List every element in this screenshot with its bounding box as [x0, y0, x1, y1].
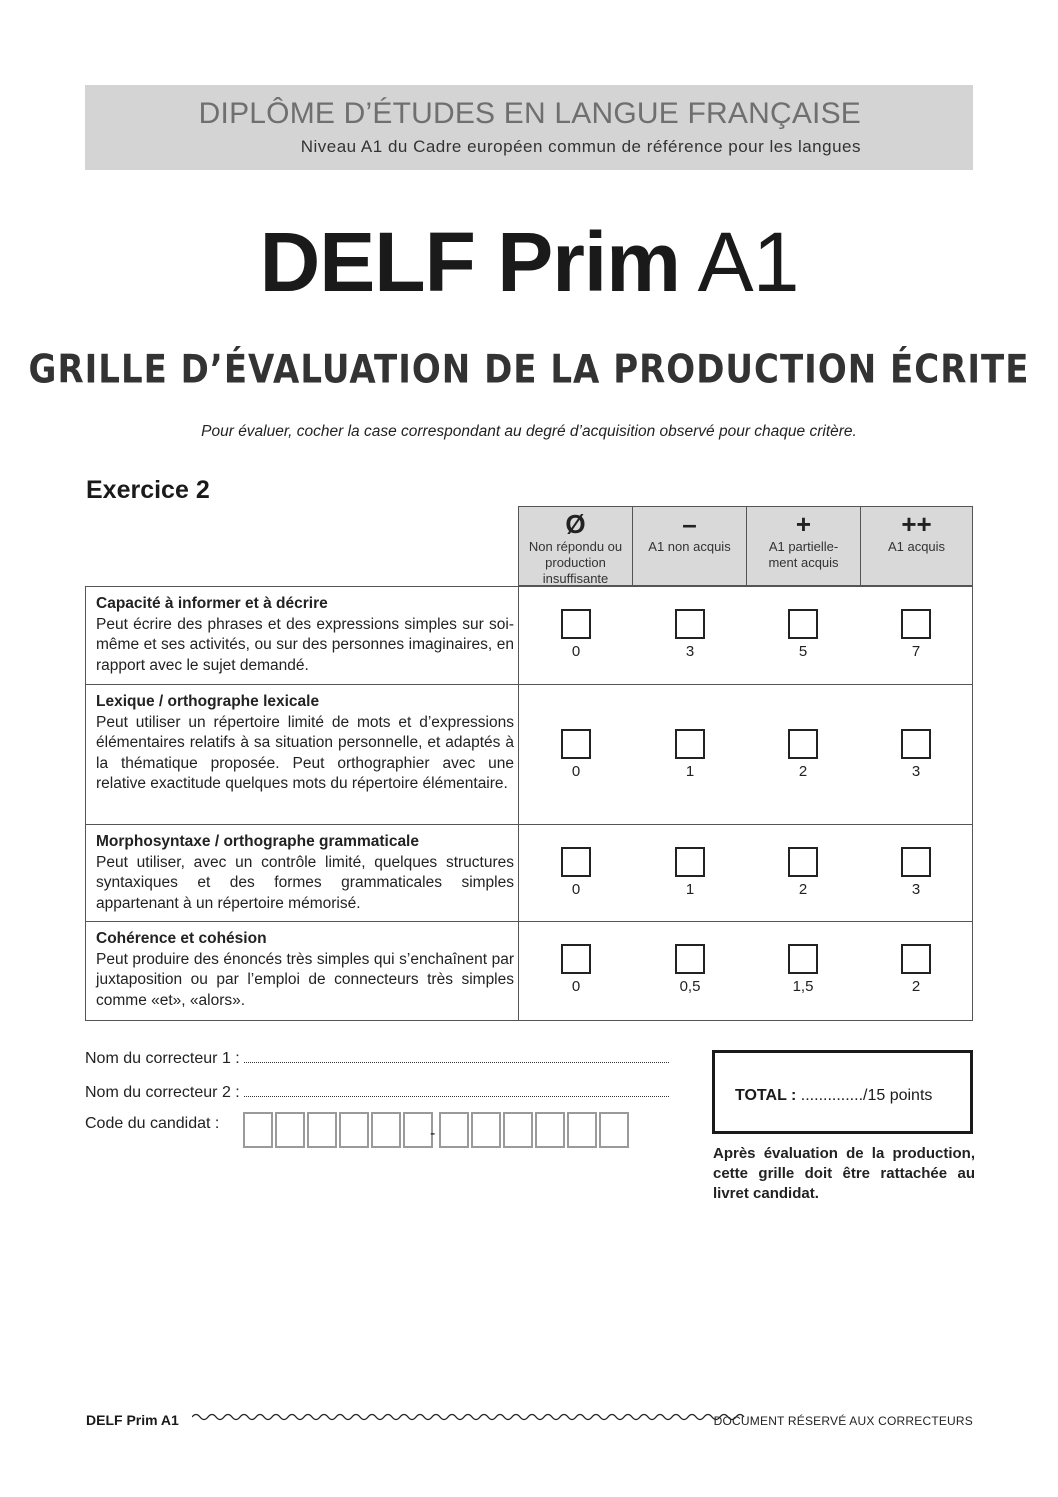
criterion-title: Capacité à informer et à décrire: [96, 595, 328, 612]
score-option[interactable]: [546, 944, 606, 995]
empty-set-symbol: Ø: [565, 509, 586, 539]
exercise-heading: Exercice 2: [86, 476, 210, 504]
score-option[interactable]: [660, 847, 720, 898]
score-value: 0: [571, 881, 581, 898]
score-option[interactable]: [660, 944, 720, 995]
score-option[interactable]: [773, 847, 833, 898]
level-label: Non répondu ou production insuffisante: [528, 539, 623, 586]
criterion-row: [85, 921, 973, 1021]
score-value: 1: [685, 763, 695, 780]
diploma-title: DIPLÔME D’ÉTUDES EN LANGUE FRANÇAISE: [198, 97, 861, 130]
total-label: TOTAL :: [735, 1087, 797, 1104]
level-header-0: [518, 506, 633, 586]
divider: [518, 922, 519, 1020]
total-box: [712, 1050, 973, 1134]
code-separator: -: [430, 1125, 436, 1142]
code-cell[interactable]: [471, 1112, 501, 1148]
title-level: A1: [697, 215, 799, 309]
score-option[interactable]: [546, 609, 606, 660]
score-value: 0: [571, 643, 581, 660]
score-value: 1,5: [792, 978, 814, 995]
corrector-2-field[interactable]: [244, 1084, 669, 1097]
criterion-title: Morphosyntaxe / orthographe grammaticale: [96, 833, 419, 850]
score-value: 3: [685, 643, 695, 660]
level-label: A1 non acquis: [648, 539, 731, 554]
divider: [518, 587, 519, 684]
code-cell[interactable]: [403, 1112, 436, 1148]
level-label: A1 acquis: [887, 539, 946, 554]
code-cell[interactable]: [307, 1112, 337, 1148]
criterion-title: Cohérence et cohésion: [96, 930, 267, 947]
corrector-1-label: Nom du correcteur 1 :: [85, 1050, 240, 1067]
instruction: Pour évaluer, cocher la case correspondant au degré d’acquisition observé pour chaque critère.: [201, 423, 857, 440]
criterion-row: [85, 586, 973, 685]
divider: [518, 685, 519, 824]
score-option[interactable]: [886, 847, 946, 898]
double-plus-symbol: ++: [901, 509, 932, 539]
checkbox[interactable]: [788, 847, 818, 877]
score-option[interactable]: [773, 729, 833, 780]
score-value: 0: [571, 763, 581, 780]
minus-symbol: –: [682, 509, 697, 539]
code-cell[interactable]: [503, 1112, 533, 1148]
checkbox[interactable]: [675, 944, 705, 974]
level-header-2: [746, 506, 861, 586]
criterion-row: [85, 824, 973, 922]
level-header-3: [860, 506, 973, 586]
score-value: 0: [571, 978, 581, 995]
score-value: 3: [911, 763, 921, 780]
criterion-text: Peut utiliser un répertoire limité de mots et d’expressions élémentaires relatifs à sa situation personnelle, et adaptés à la thématique proposée. Peut orthographier avec une relative exactitude quelques mots du répertoire élémentaire.: [96, 713, 514, 792]
after-evaluation-note: Après évaluation de la production, cette grille doit être rattachée au livret candidat.: [713, 1145, 975, 1202]
total-line: [735, 1087, 932, 1105]
checkbox[interactable]: [901, 944, 931, 974]
score-value: 0,5: [679, 978, 701, 995]
code-cell[interactable]: [535, 1112, 565, 1148]
score-option[interactable]: [886, 729, 946, 780]
score-value: 5: [798, 643, 808, 660]
page-title: [0, 214, 1058, 311]
checkbox[interactable]: [561, 609, 591, 639]
score-value: 1: [685, 881, 695, 898]
code-cell[interactable]: [599, 1112, 629, 1148]
checkbox[interactable]: [675, 729, 705, 759]
title-bold: DELF Prim: [259, 215, 680, 309]
checkbox[interactable]: [788, 609, 818, 639]
criterion-description: [96, 929, 514, 1011]
checkbox[interactable]: [901, 609, 931, 639]
score-option[interactable]: [546, 847, 606, 898]
checkbox[interactable]: [901, 729, 931, 759]
criterion-title: Lexique / orthographe lexicale: [96, 693, 320, 710]
checkbox[interactable]: [675, 847, 705, 877]
checkbox[interactable]: [901, 847, 931, 877]
corrector-1-line: [85, 1050, 669, 1068]
checkbox[interactable]: [788, 944, 818, 974]
plus-symbol: +: [795, 509, 812, 539]
code-cell[interactable]: [371, 1112, 401, 1148]
grid-title: GRILLE D’ÉVALUATION DE LA PRODUCTION ÉCRITE: [28, 347, 1030, 393]
criterion-description: [96, 692, 514, 795]
checkbox[interactable]: [561, 729, 591, 759]
score-option[interactable]: [773, 609, 833, 660]
score-value: 3: [911, 881, 921, 898]
wavy-divider: [192, 1410, 748, 1424]
checkbox[interactable]: [561, 944, 591, 974]
candidate-code-part-1[interactable]: [243, 1112, 435, 1150]
code-cell[interactable]: [439, 1112, 469, 1148]
code-cell[interactable]: [567, 1112, 597, 1148]
score-option[interactable]: [546, 729, 606, 780]
score-value: 2: [798, 881, 808, 898]
criterion-text: Peut écrire des phrases et des expressions simples sur soi-même et ses activités, ou sur des personnes imaginaires, en rapport avec le sujet demandé.: [96, 615, 514, 674]
checkbox[interactable]: [675, 609, 705, 639]
footer-reserved-notice: DOCUMENT RÉSERVÉ AUX CORRECTEURS: [713, 1414, 973, 1428]
criterion-text: Peut produire des énoncés très simples qui s’enchaînent par juxtaposition ou par l’emploi de connecteurs très simples comme «et», «alors».: [96, 950, 514, 1009]
score-value: 2: [798, 763, 808, 780]
criterion-description: [96, 832, 514, 914]
criterion-row: [85, 684, 973, 825]
score-value: 7: [911, 643, 921, 660]
checkbox[interactable]: [788, 729, 818, 759]
level-label: A1 partielle-ment acquis: [768, 539, 839, 570]
divider: [518, 825, 519, 921]
level-header-1: [632, 506, 747, 586]
code-cell[interactable]: [275, 1112, 305, 1148]
corrector-2-label: Nom du correcteur 2 :: [85, 1084, 240, 1101]
score-value: 2: [911, 978, 921, 995]
footer-exam-name: DELF Prim A1: [86, 1412, 179, 1428]
candidate-code-label: Code du candidat :: [85, 1115, 220, 1132]
score-option[interactable]: [773, 944, 833, 995]
checkbox[interactable]: [561, 847, 591, 877]
score-option[interactable]: [886, 609, 946, 660]
header-banner: [85, 85, 973, 170]
criterion-text: Peut utiliser, avec un contrôle limité, quelques structures syntaxiques et des formes grammaticales simples appartenant à un répertoire mémorisé.: [96, 853, 514, 912]
corrector-1-field[interactable]: [244, 1050, 669, 1063]
score-option[interactable]: [660, 729, 720, 780]
candidate-code-part-2[interactable]: [439, 1112, 631, 1150]
score-option[interactable]: [886, 944, 946, 995]
total-value[interactable]: ............../15 points: [800, 1087, 933, 1104]
score-option[interactable]: [660, 609, 720, 660]
code-cell[interactable]: [339, 1112, 369, 1148]
criterion-description: [96, 594, 514, 676]
corrector-2-line: [85, 1084, 669, 1102]
code-cell[interactable]: [243, 1112, 273, 1148]
level-subtitle: Niveau A1 du Cadre européen commun de référence pour les langues: [300, 137, 861, 156]
evaluation-grid: [85, 506, 973, 1021]
